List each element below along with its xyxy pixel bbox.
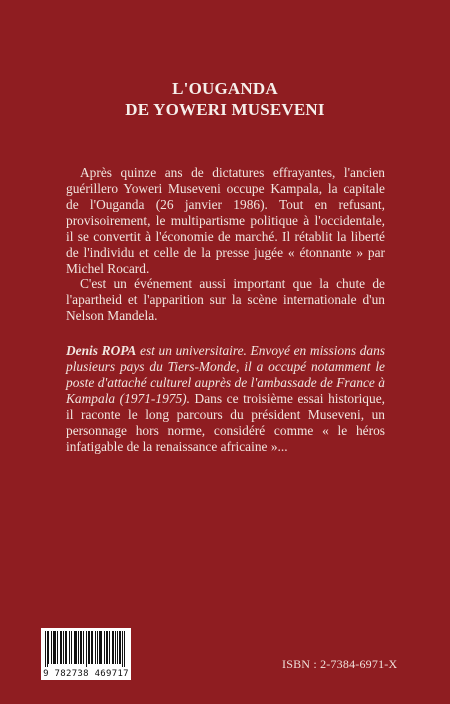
- author-bio: [66, 343, 385, 455]
- barcode-bar: [83, 631, 84, 664]
- title-line-1: L'OUGANDA: [172, 79, 278, 98]
- barcode-bar: [61, 631, 62, 664]
- barcode-digits: 9 782738 469717: [43, 669, 129, 679]
- book-title: [0, 78, 450, 120]
- barcode-bar: [86, 631, 87, 667]
- barcode-bar: [99, 631, 100, 664]
- barcode-bar: [75, 631, 76, 664]
- barcode-bar: [54, 631, 55, 664]
- barcode-bar: [101, 631, 102, 664]
- barcode-bar: [97, 631, 98, 664]
- barcode-bar: [88, 631, 89, 664]
- barcode-bar: [57, 631, 58, 664]
- barcode-bar: [66, 631, 67, 664]
- barcode-bar: [55, 631, 56, 664]
- barcode-bar: [107, 631, 108, 664]
- barcode-bar: [112, 631, 113, 664]
- barcode-bar: [122, 631, 123, 667]
- summary-paragraph-2: C'est un événement aussi important que la chute de l'apartheid et l'apparition sur la scène internationale d'un Nelson Mandela.: [66, 276, 385, 324]
- barcode-bar: [100, 631, 101, 664]
- isbn-number: ISBN : 2-7384-6971-X: [282, 657, 398, 671]
- barcode-bar: [45, 631, 46, 667]
- barcode-bar: [113, 631, 114, 664]
- barcode-bar: [60, 631, 61, 664]
- barcode-bar: [124, 631, 125, 667]
- barcode-bar: [53, 631, 54, 664]
- barcode-bar: [76, 631, 77, 664]
- barcode-bar: [51, 631, 52, 664]
- barcode-bar: [74, 631, 75, 664]
- barcode-bar: [71, 631, 72, 664]
- barcode-bar: [80, 631, 81, 664]
- barcode-bar: [104, 631, 105, 664]
- barcode-bar: [81, 631, 82, 664]
- barcode-bar: [48, 631, 49, 664]
- barcode-bars: [45, 631, 127, 667]
- barcode-bar: [65, 631, 66, 664]
- barcode-bar: [47, 631, 48, 667]
- barcode-bar: [95, 631, 96, 664]
- author-bio-text: Dans ce troisième essai historique, il raconte le long parcours du président Museveni, un personnage hors norme, considéré comme « le héros infatigable de la renaissance africaine »...: [66, 391, 385, 455]
- barcode-bar: [69, 631, 70, 664]
- title-line-2: DE YOWERI MUSEVENI: [125, 100, 325, 119]
- author-bio-italic: est un universitaire. Envoyé en missions dans plusieurs pays du Tiers-Monde, il a occupé notamment le poste d'attaché culturel auprès de l'ambassade de France à Kampala (1971-1975).: [66, 343, 385, 407]
- barcode-bar: [89, 631, 90, 664]
- barcode-bar: [120, 631, 121, 664]
- barcode-bar: [115, 631, 116, 664]
- barcode-bar: [92, 631, 93, 664]
- barcode-bar: [106, 631, 107, 664]
- barcode: [41, 628, 131, 680]
- author-name: Denis ROPA: [66, 343, 137, 359]
- barcode-bar: [117, 631, 118, 664]
- barcode-bar: [78, 631, 79, 664]
- barcode-bar: [119, 631, 120, 664]
- summary-paragraph-1: Après quinze ans de dictatures effrayantes, l'ancien guérillero Yoweri Museveni occupe Kampala, la capitale de l'Ouganda (26 janvier 1986). Tout en refusant, provisoirement, le multipartisme politique à l'occidentale, il se convertit à l'économie de marché. Il rétablit la liberté de l'individu et celle de la presse jugée « étonnante » par Michel Rocard.: [66, 165, 385, 277]
- barcode-bar: [63, 631, 64, 664]
- barcode-bar: [91, 631, 92, 664]
- barcode-bar: [109, 631, 110, 664]
